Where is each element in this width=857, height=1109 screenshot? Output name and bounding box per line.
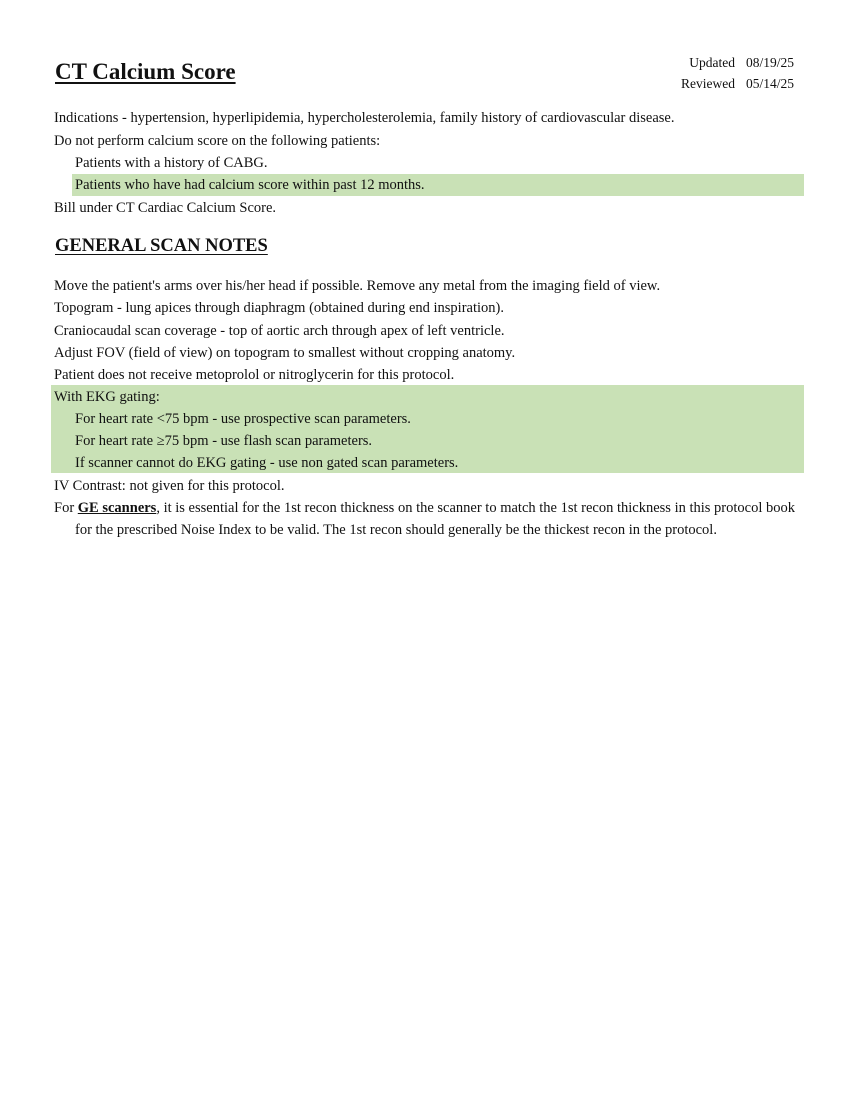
general-note-medication: Patient does not receive metoprolol or nitroglycerin for this protocol. [54, 367, 455, 383]
ge-prefix: For [54, 500, 78, 516]
billing-line: Bill under CT Cardiac Calcium Score. [54, 200, 277, 216]
ge-scanners-link[interactable]: GE scanners [77, 500, 157, 516]
ge-note-text: , it is essential for the 1st recon thickness on the scanner to match the 1st recon thickness in this protocol book for the prescribed Noise Index to be valid. The 1st recon should generally be the thickest recon in the protocol. [75, 500, 795, 538]
general-note-arms: Move the patient's arms over his/her head if possible. Remove any metal from the imaging field of view. [54, 278, 661, 294]
exclusion-cabg: Patients with a history of CABG. [75, 155, 268, 171]
contrast-line: IV Contrast: not given for this protocol. [54, 478, 285, 494]
ekg-non-gated: If scanner cannot do EKG gating - use non gated scan parameters. [75, 455, 459, 471]
updated-row [681, 52, 797, 73]
indications-line: Indications - hypertension, hyperlipidemia, hypercholesterolemia, family history of cardiovascular disease. [54, 110, 675, 126]
ekg-prospective: For heart rate <75 bpm - use prospective scan parameters. [75, 411, 411, 427]
general-note-coverage: Craniocaudal scan coverage - top of aortic arch through apex of left ventricle. [54, 323, 505, 339]
reviewed-label: Reviewed [681, 76, 735, 91]
updated-label: Updated [689, 55, 735, 70]
ekg-flash: For heart rate ≥75 bpm - use flash scan parameters. [75, 433, 373, 449]
section-heading-general: GENERAL SCAN NOTES [55, 236, 268, 256]
exclusion-recent-score: Patients who have had calcium score within past 12 months. [75, 177, 425, 193]
general-note-topogram: Topogram - lung apices through diaphragm (obtained during end inspiration). [54, 300, 504, 316]
ekg-heading: With EKG gating: [54, 389, 160, 405]
reviewed-date: 05/14/25 [746, 76, 795, 91]
general-note-fov: Adjust FOV (field of view) on topogram to smallest without cropping anatomy. [54, 345, 516, 361]
do-not-perform-line: Do not perform calcium score on the following patients: [54, 133, 381, 149]
revision-dates [681, 52, 797, 94]
reviewed-row [681, 73, 797, 94]
updated-date: 08/19/25 [746, 55, 795, 70]
ge-scanner-note [54, 497, 810, 541]
page-title: CT Calcium Score [55, 59, 236, 84]
